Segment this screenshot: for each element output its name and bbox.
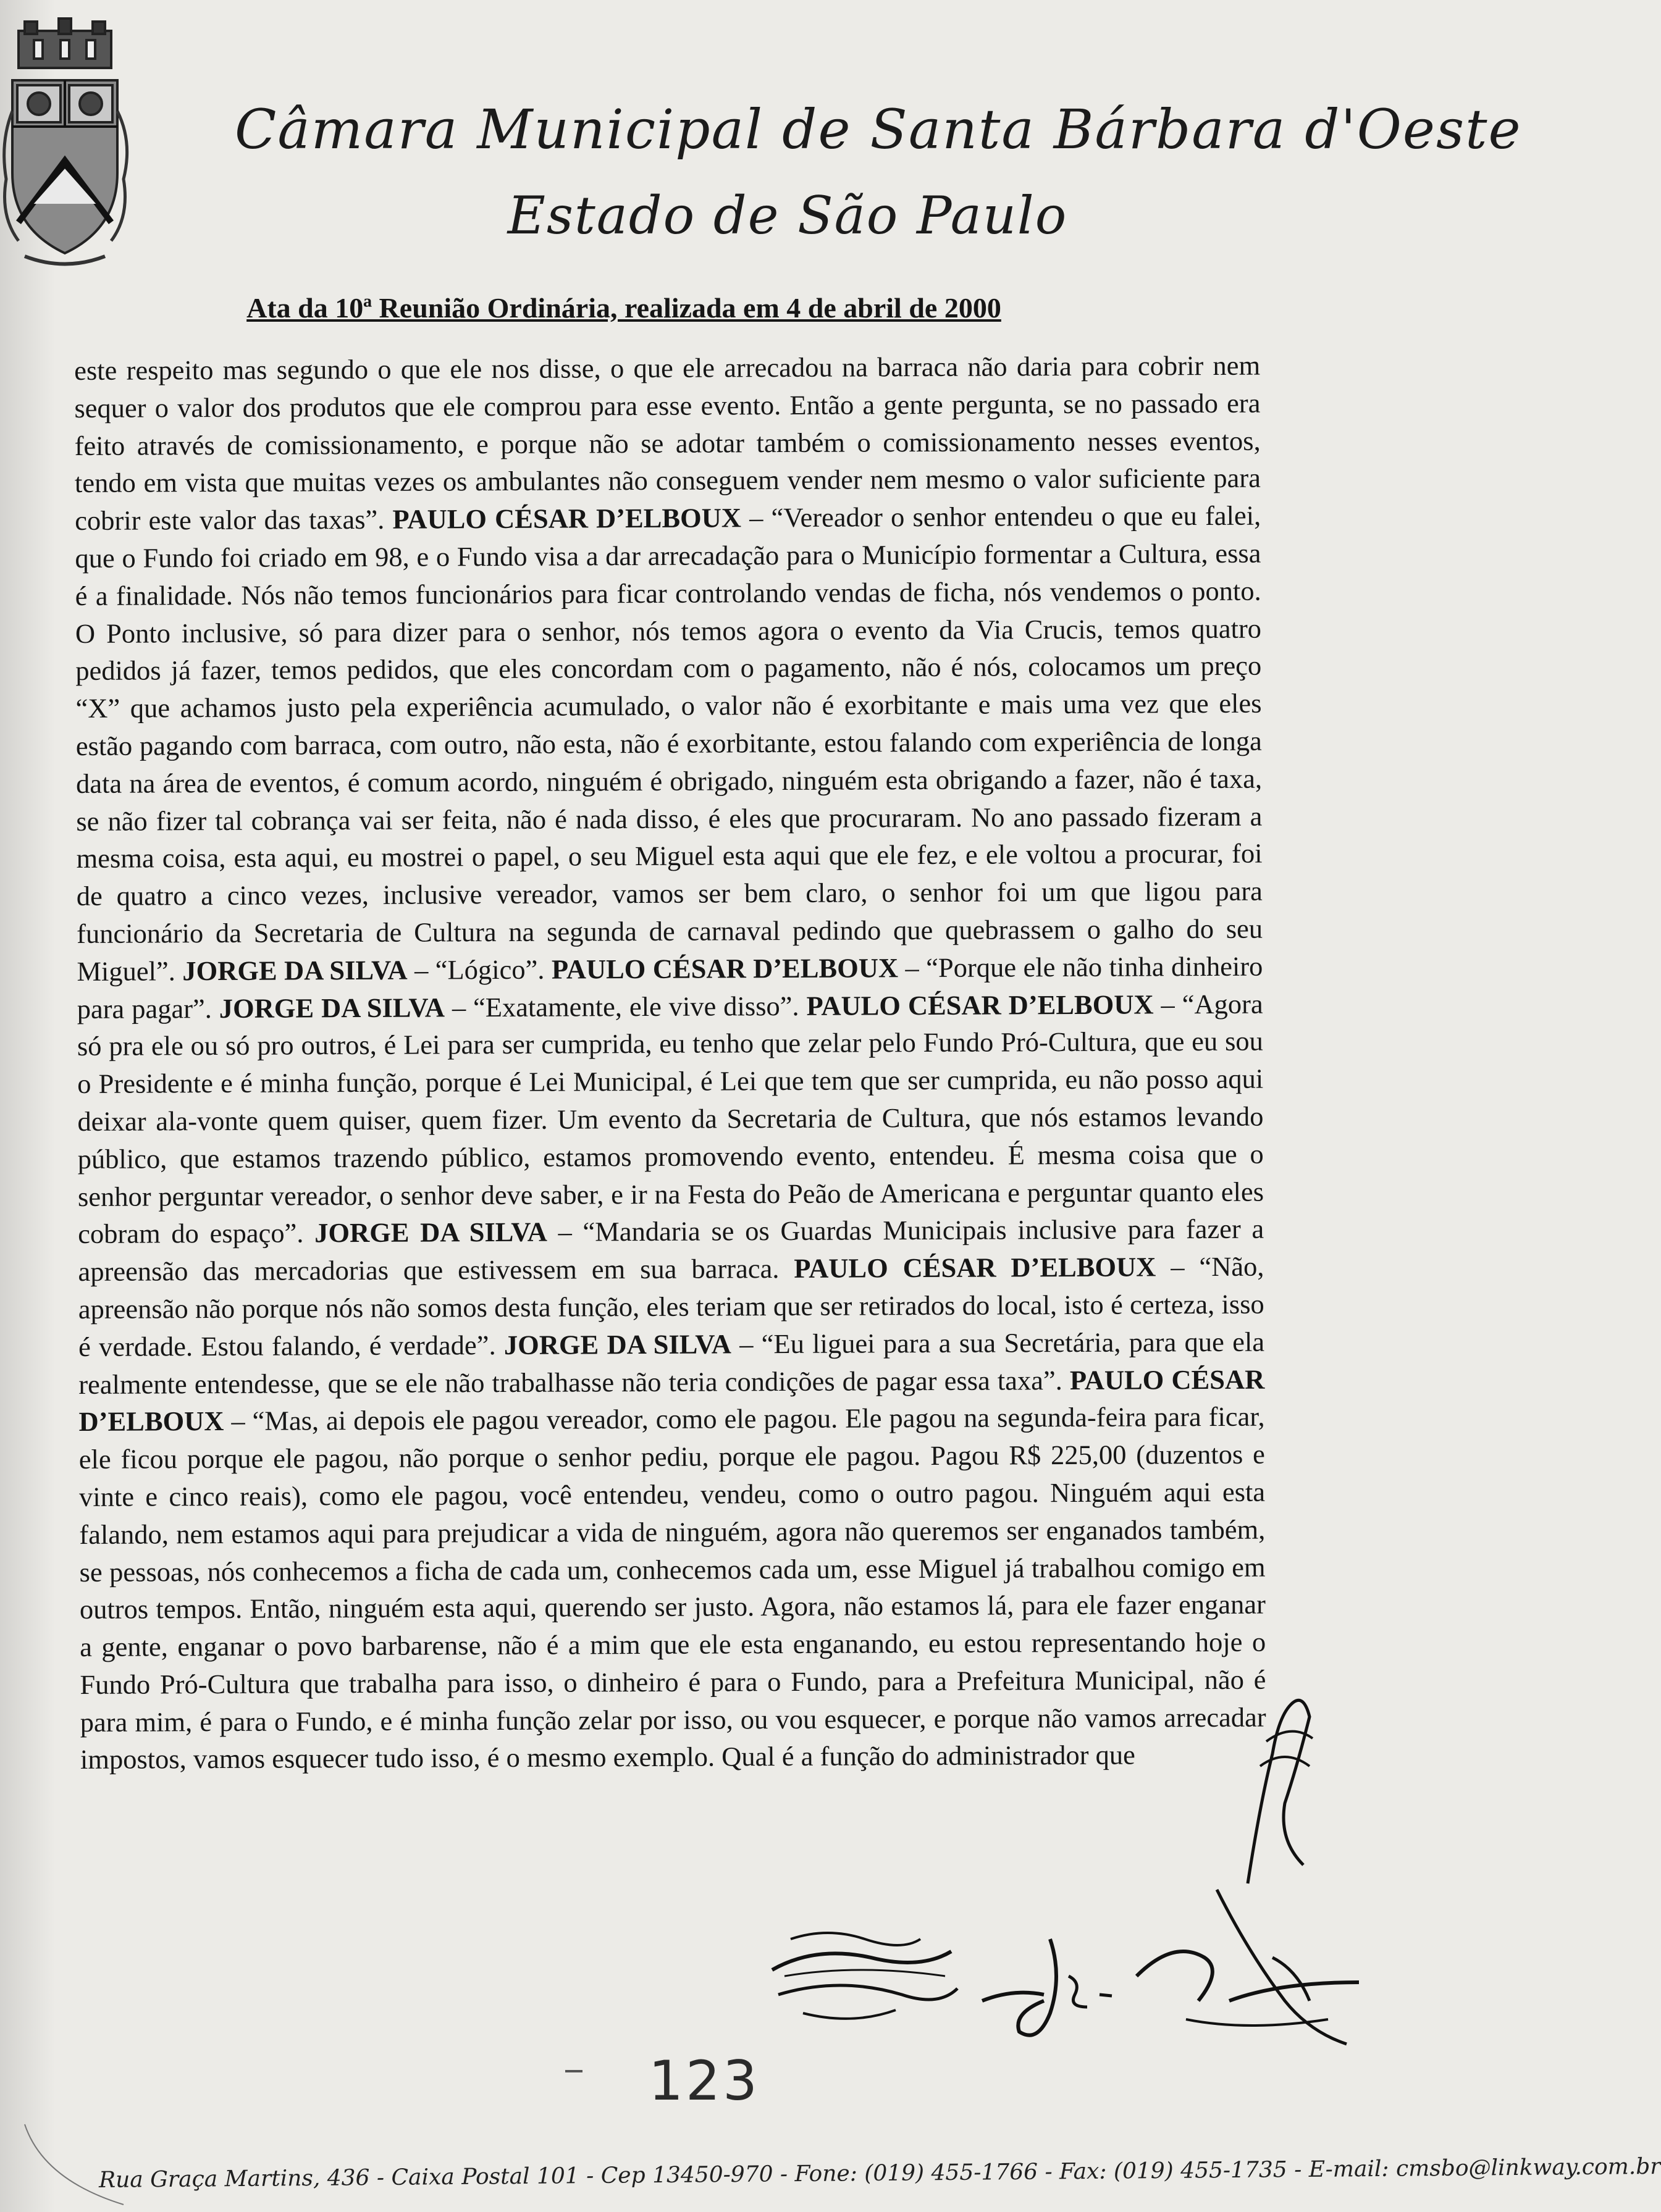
text-run: – “Exatamente, ele vive disso”. — [444, 990, 807, 1023]
footer-address: Rua Graça Martins, 436 - Caixa Postal 101 - Cep 13450-970 - Fone: (019) 455-1766 - Fax: (019) 455-1735 - E-mail: cmsbo@linkway.com.br — [98, 2153, 1661, 2193]
speaker-name: PAULO CÉSAR D’ELBOUX — [392, 502, 742, 535]
scan-shadow — [0, 0, 56, 2212]
text-run: este respeito mas segundo o que ele nos disse, o que ele arrecadou na barraca não daria para cobrir nem sequer o valor dos produtos que ele comprou para esse evento. Então a gente pergunta, se no passado era feito através de comissionamento, e porque não se adotar também o comissionamento nesses eventos, tendo em vista que muitas vezes os ambulantes não conseguem vender nem mesmo o valor suficiente para cobrir este valor das taxas”. — [74, 350, 1261, 537]
text-run: – “Eu liguei para a sua Secretária, para que ela realmente entendesse, que se ele não trabalhasse não teria condições de pagar essa taxa”. — [78, 1326, 1265, 1400]
signature-icon — [766, 1902, 964, 2038]
page-dash — [565, 2070, 582, 2072]
coat-of-arms-icon — [0, 19, 130, 272]
text-run: – “Vereador o senhor entendeu o que eu falei, que o Fundo foi criado em 98, e o Fundo visa a dar arrecadação para o Município formentar a Cultura, essa é a finalidade. Nós não temos funcionários para ficar controlando vendas de ficha, nós vendemos o ponto. O Ponto inclusive, só para dizer para o senhor, nós temos agora o evento da Via Crucis, temos quatro pedidos já fazer, temos pedidos, que eles concordam com o pagamento, não é nós, colocamos um preço “X” que achamos justo pela experiência acumulado, o valor não é exorbitante e mais uma vez que eles estão pagando com barraca, com outro, não esta, não é exorbitante, estou falando com experiência de longa data na área de eventos, é comum acordo, ninguém é obrigado, ninguém esta obrigando a fazer, não é taxa, se não fizer tal cobrança vai ser feita, não é nada disso, é eles que procuraram. No ano passado fizeram a mesma coisa, esta aqui, eu mostrei o papel, o seu Miguel esta aqui que ele fez, e ele voltou a procurar, foi de quatro a cinco vezes, inclusive vereador, vamos ser bem claro, o senhor foi um que ligou para funcionário da Secretaria de Cultura na segunda de carnaval pedindo que quebrassem o galho do seu Miguel”. — [75, 500, 1263, 987]
speaker-name: PAULO CÉSAR D’ELBOUX — [551, 952, 899, 985]
signature-icon — [976, 1927, 1124, 2050]
text-run: – “Mandaria se os Guardas Municipais inclusive para fazer a apreensão das mercadorias que estivessem em sua barraca. — [78, 1213, 1264, 1288]
speaker-name: PAULO CÉSAR D’ELBOUX — [794, 1251, 1156, 1284]
header-institution: Câmara Municipal de Santa Bárbara d'Oeste — [235, 98, 1522, 161]
minutes-title: Ata da 10ª Reunião Ordinária, realizada em 4 de abril de 2000 — [246, 292, 1001, 324]
text-run: – “Não, apreensão não porque nós não somos desta função, eles teriam que ser retirados do local, isto é certeza, isso é verdade. Estou falando, é verdade”. — [78, 1251, 1264, 1362]
footer-divider — [19, 2118, 130, 2211]
speaker-name: PAULO CÉSAR D’ELBOUX — [806, 988, 1154, 1021]
text-run: – “Lógico”. — [407, 953, 552, 986]
signature-icon — [1235, 1680, 1322, 1902]
page-number: 123 — [649, 2049, 760, 2113]
speaker-name: JORGE DA SILVA — [314, 1217, 547, 1249]
text-run: – “Mas, ai depois ele pagou vereador, como ele pagou. Ele pagou na segunda-feira para ficar, ele ficou porque ele pagou, não porque o senhor pediu, porque ele pagou. Pagou R$ 225,00 (duzentos e vinte e cinco reais), como ele pagou, você entendeu, vendeu, como o outro pagou. Ninguém aqui esta falando, nem estamos aqui para prejudicar a vida de ninguém, agora não queremos ser enganados também, se pessoas, nós conhecemos a ficha de cada um, conhecemos cada um, esse Miguel já trabalhou comigo em outros tempos. Então, ninguém esta aqui, querendo ser justo. Agora, não estamos lá, para ele fazer enganar a gente, enganar o povo barbarense, não é a mim que ele esta enganando, eu estou representando hoje o Fundo Pró-Cultura que trabalha para isso, o dinheiro é para o Fundo, para a Prefeitura Municipal, não é para mim, é para o Fundo, e é minha função zelar por isso, ou vou esquecer, e porque não vamos arrecadar impostos, vamos esquecer tudo isso, é o mesmo exemplo. Qual é a função do administrador que — [78, 1401, 1266, 1775]
header-state: Estado de São Paulo — [507, 185, 1068, 246]
signature-icon — [1124, 1877, 1371, 2056]
text-run: – “Porque ele não tinha dinheiro para pagar”. — [77, 950, 1263, 1024]
speaker-name: JORGE DA SILVA — [219, 991, 445, 1024]
minutes-paragraph — [74, 347, 1266, 1779]
text-run: – “Agora só pra ele ou só pro outros, é Lei para ser cumprida, eu tenho que zelar pelo Fundo Pró-Cultura, que eu sou o Presidente e é minha função, porque é Lei Municipal, é Lei que tem que ser cumprida, eu não posso aqui deixar ala-vonte quem quiser, quem fizer. Um evento da Secretaria de Cultura, que nós estamos levando público, que estamos trazendo público, estamos promovendo evento, entendeu. É mesma coisa que o senhor perguntar vereador, o senhor deve saber, e ir na Festa do Peão de Americana e perguntar quanto eles cobram do espaço”. — [77, 988, 1264, 1250]
speaker-name: JORGE DA SILVA — [503, 1328, 731, 1360]
speaker-name: JORGE DA SILVA — [182, 954, 408, 986]
footer — [6, 2118, 1661, 2211]
speaker-name: PAULO CÉSAR D’ELBOUX — [78, 1364, 1265, 1438]
minutes-body — [74, 347, 1266, 1779]
